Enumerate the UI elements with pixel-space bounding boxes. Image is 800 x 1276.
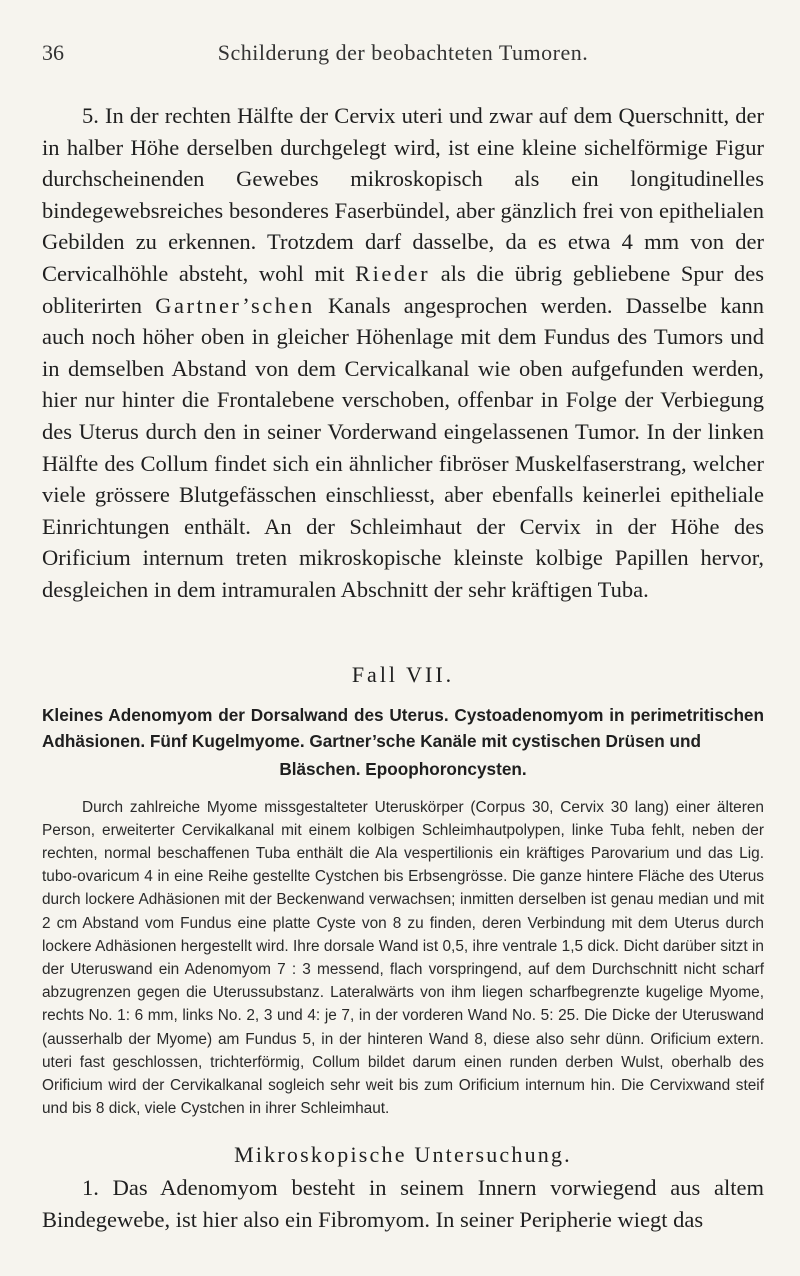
section-paragraph-1: 1. Das Adenomyom besteht in seinem Innern vorwiegend aus altem Bindegewebe, ist hier also ein Fibromyom. In seiner Peripherie wiegt das bbox=[42, 1175, 764, 1232]
paragraph-5-part3: Kanals angesprochen werden. Dasselbe kann auch noch höher oben in gleicher Höhenlage mit dem Fundus des Tumors und in demselben Abstand von dem Cervicalkanal wie oben aufgefunden werden, hier nur hinter die Frontalebene verschoben, offenbar in Folge der Verbiegung des Uterus durch den in seiner Vorderwand eingelassenen Tumor. In der linken Hälfte des Collum findet sich ein ähnlicher fibröser Muskelfaserstrang, welcher viele grössere Blutgefässchen einschliesst, aber ebenfalls keinerlei epitheliale Einrichtungen enthält. An der Schleimhaut der Cervix in der Höhe des Orificium internum treten mikroskopische kleinste kolbige Papillen hervor, desgleichen in dem intramuralen Abschnitt der sehr kräftigen Tuba. bbox=[42, 292, 764, 602]
author-name-gartner: Gartner’schen bbox=[155, 292, 315, 318]
section-heading: Mikroskopische Untersuchung. bbox=[234, 1142, 572, 1168]
paragraph-5 bbox=[42, 100, 764, 606]
case-description: Durch zahlreiche Myome missgestalteter Uteruskörper (Corpus 30, Cervix 30 lang) einer älteren Person, erweiterter Cervikalkanal mit einem kolbigen Schleimhautpolypen, linke Tuba fehlt, neben der rechten, normal beschaffenen Tuba enthält die Ala vespertilionis ein kräftiges Parovarium und das Lig. tubo-ovaricum 4 in eine Reihe gestellte Cystchen bis Erbsengrösse. Die ganze hintere Fläche des Uterus durch lockere Adhäsionen mit der Beckenwand verwachsen; inmitten derselben ist genau median und mit 2 cm Abstand vom Fundus eine platte Cyste von 8 zu finden, deren Verbindung mit dem Uterus durch lockere Adhäsionen hergestellt wird. Ihre dorsale Wand ist 0,5, ihre ventrale 1,5 dick. Dicht darüber sitzt in der Uteruswand ein Adenomyom 7 : 3 messend, flach vorspringend, auf dem Durchschnitt nicht scharf abzugrenzen gegen die Uterussubstanz. Lateralwärts von ihm liegen scharfbegrenzte kugelige Myome, rechts No. 1: 6 mm, links No. 2, 3 und 4: je 7, in der vorderen Wand No. 5: 25. Die Dicke der Uteruswand (ausserhalb der Myome) am Fundus 5, in der hinteren Wand 8, diese also sehr dünn. Orificium extern. uteri fast geschlossen, trichterförmig, Collum bildet darum einen runden derben Wulst, oberhalb des Orificium wird der Cervikalkanal sogleich sehr weit bis zum Orificium internum hin. Die Cervixwand steif und bis 8 dick, viele Cystchen in ihrer Schleimhaut. bbox=[42, 798, 764, 1118]
page-number: 36 bbox=[42, 40, 64, 65]
case-summary bbox=[42, 702, 764, 782]
paragraph-5-part1: 5. In der rechten Hälfte der Cervix uteri und zwar auf dem Querschnitt, der in halber Höhe derselben durchgelegt wird, ist eine kleine sichelförmige Figur durchscheinenden Gewebes mikroskopisch als ein longitudinelles bindegewebsreiches besonderes Faserbündel, aber gänzlich frei von epithelialen Gebilden zu erkennen. Trotzdem darf dasselbe, da es etwa 4 mm von der Cervicalhöhle absteht, wohl mit bbox=[42, 103, 764, 286]
paragraph-5-part2: als die übrig gebliebene Spur des obliterirten bbox=[42, 260, 764, 318]
case-heading: Fall VII. bbox=[351, 661, 455, 687]
author-name-rieder: Rieder bbox=[355, 260, 431, 286]
case-summary-main: Kleines Adenomyom der Dorsalwand des Uterus. Cystoadenomyom in perimetritischen Adhäsionen. Fünf Kugelmyome. Gartner’sche Kanäle mit cystischen Drüsen und bbox=[42, 704, 764, 751]
running-title: Schilderung der beobachteten Tumoren. bbox=[217, 40, 589, 65]
running-header bbox=[42, 40, 764, 74]
case-summary-last-line: Bläschen. Epoophoroncysten. bbox=[279, 758, 527, 779]
